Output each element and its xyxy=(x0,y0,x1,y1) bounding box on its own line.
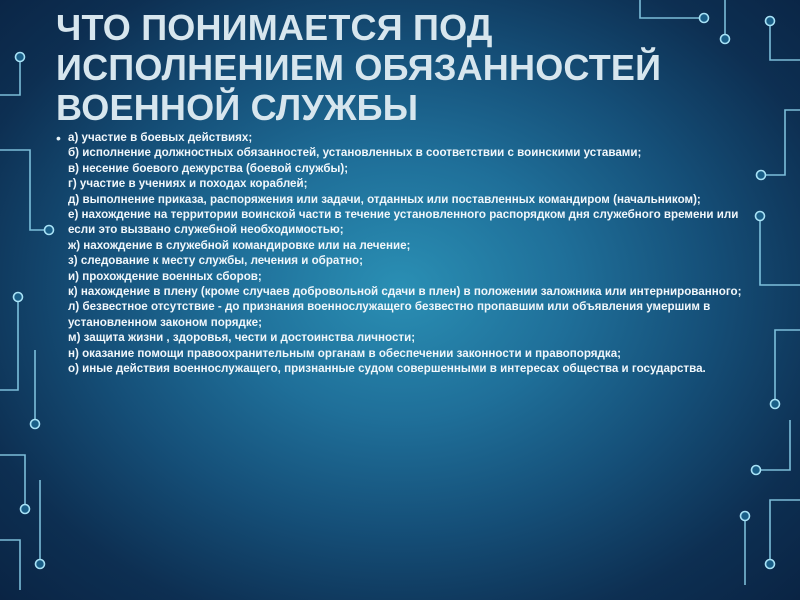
slide-content xyxy=(56,130,746,377)
list-item: а) участие в боевых действиях; xyxy=(68,131,253,144)
list-item: к) нахождение в плену (кроме случаев добровольной сдачи в плен) в положении заложника или интернированного; xyxy=(68,285,742,299)
list-item: м) защита жизни , здоровья, чести и достоинства личности; xyxy=(68,331,416,345)
list-item: е) нахождение на территории воинской части в течение установленного распорядком дня служебного времени или если это вызвано служебной необходимостью; xyxy=(68,208,739,237)
bullet-marker: • xyxy=(56,130,61,146)
list-item: и) прохождение военных сборов; xyxy=(68,269,262,283)
list-item: л) безвестное отсутствие - до признания военнослужащего безвестно пропавшим или объявления умершим в установленном законом порядке; xyxy=(68,300,711,329)
slide-title: ЧТО ПОНИМАЕТСЯ ПОД ИСПОЛНЕНИЕМ ОБЯЗАННОСТЕЙ ВОЕННОЙ СЛУЖБЫ xyxy=(56,7,662,128)
list-item: г) участие в учениях и походах кораблей; xyxy=(68,177,308,191)
list-item: о) иные действия военнослужащего, признанные судом совершенными в интересах общества и государства. xyxy=(68,362,706,376)
duties-list xyxy=(56,130,746,377)
list-item: н) оказание помощи правоохранительным органам в обеспечении законности и правопорядка; xyxy=(68,346,622,360)
list-item: б) исполнение должностных обязанностей, установленных в соответствии с воинскими уставами; xyxy=(68,146,642,160)
list-item: ж) нахождение в служебной командировке или на лечение; xyxy=(68,238,411,252)
list-item: з) следование к месту службы, лечения и обратно; xyxy=(68,254,363,268)
list-item: д) выполнение приказа, распоряжения или задачи, отданных или поставленных командиром (начальником); xyxy=(68,192,701,206)
list-item: в) несение боевого дежурства (боевой службы); xyxy=(68,161,349,175)
